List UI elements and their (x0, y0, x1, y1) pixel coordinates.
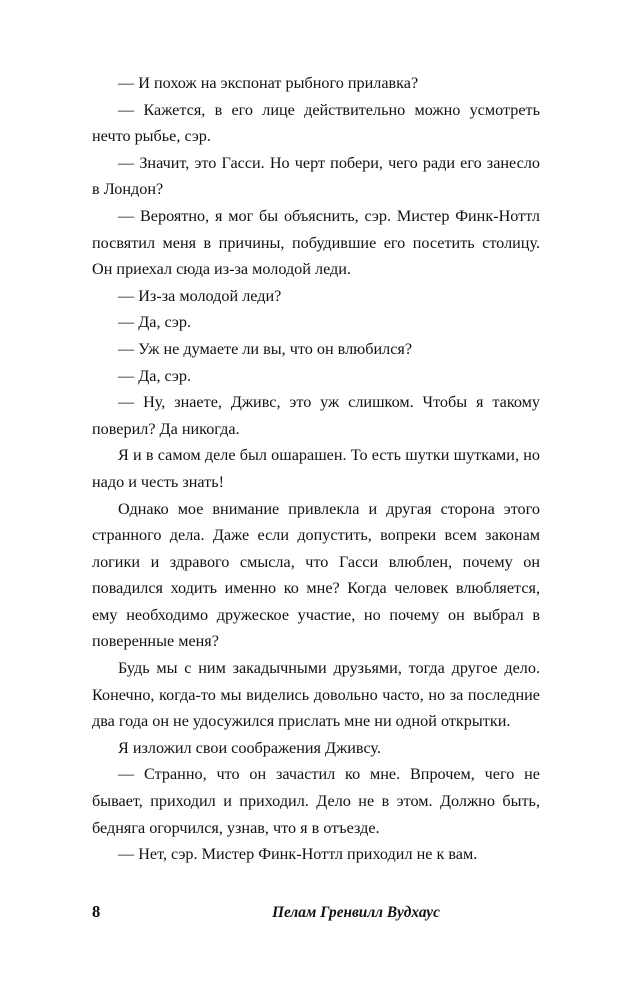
paragraph: — Вероятно, я мог бы объяснить, сэр. Мистер Финк-Ноттл посвятил меня в причины, побудившие его посетить столицу. Он приехал сюда из-за молодой леди. (92, 206, 540, 279)
paragraph: — Нет, сэр. Мистер Финк-Ноттл приходил не к вам. (118, 845, 478, 864)
running-title: Пелам Гренвилл Вудхаус (272, 904, 440, 921)
paragraph: — И похож на экспонат рыбного прилавка? (118, 74, 419, 92)
paragraph: — Кажется, в его лице действительно можно усмотреть нечто рыбье, сэр. (92, 100, 540, 146)
paragraph: Однако мое внимание привлекла и другая сторона этого странного дела. Даже если допустить, вопреки всем законам логики и здравого смысла, что Гасси влюблен, почему он повадился ходить именно ко мне? Когда человек влюбляется, ему необходимо дружеское участие, но почему он выбрал в поверенные меня? (92, 499, 540, 651)
paragraph: — Из-за молодой леди? (118, 286, 282, 305)
paragraph: — Да, сэр. (118, 313, 192, 332)
paragraph: Будь мы с ним закадычными друзьями, тогда другое дело. Конечно, когда-то мы виделись довольно часто, но за последние два года он не удосужился прислать мне ни одной открытки. (92, 659, 540, 731)
paragraph: — Значит, это Гасси. Но черт побери, чего ради его занесло в Лондон? (92, 153, 540, 199)
paragraph: — Да, сэр. (118, 366, 192, 385)
paragraph: — Странно, что он зачастил ко мне. Впрочем, чего не бывает, приходил и приходил. Дело не в этом. Должно быть, бедняга огорчился, узнав, что я в отъезде. (92, 765, 540, 837)
paragraph: Я и в самом деле был ошарашен. То есть шутки шутками, но надо и честь знать! (92, 446, 540, 491)
paragraph: — Ну, знаете, Дживс, это уж слишком. Чтобы я такому поверил? Да никогда. (92, 393, 540, 438)
page-footer (92, 902, 540, 922)
paragraph: Я изложил свои соображения Дживсу. (118, 738, 381, 757)
page-body (92, 70, 540, 868)
paragraph: — Уж не думаете ли вы, что он влюбился? (118, 339, 413, 358)
page-number: 8 (92, 902, 101, 921)
